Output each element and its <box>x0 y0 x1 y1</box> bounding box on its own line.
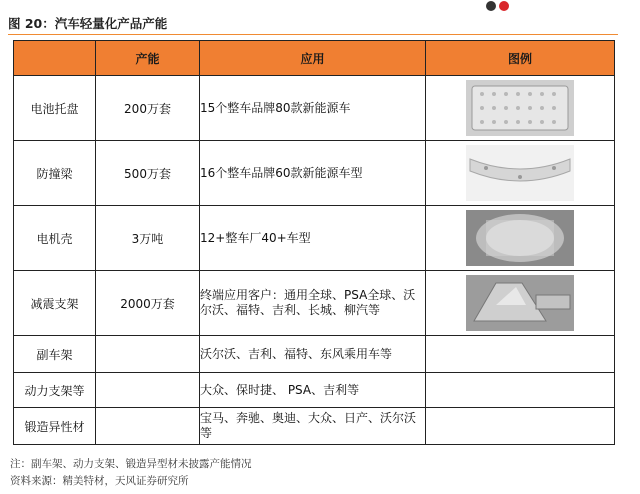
illustration-cell <box>426 76 615 141</box>
capacity-table <box>13 40 615 445</box>
footnotes <box>10 456 252 490</box>
product-capacity: 3万吨 <box>96 206 200 271</box>
illustration-cell <box>426 408 615 445</box>
figure-title: 图 20：汽车轻量化产品产能 <box>8 16 168 31</box>
table-row <box>14 141 615 206</box>
bumper-beam-photo-icon <box>466 145 574 201</box>
product-application: 沃尔沃、吉利、福特、东风乘用车等 <box>200 336 426 373</box>
motor-housing-photo-icon <box>466 210 574 266</box>
header-illustration: 图例 <box>426 41 615 76</box>
table-header-row <box>14 41 615 76</box>
table-row <box>14 206 615 271</box>
product-name: 动力支架等 <box>14 373 96 408</box>
source-text: 资料来源：精美特材，天风证券研究所 <box>10 475 189 487</box>
product-application: 终端应用客户：通用全球、PSA全球、沃尔沃、福特、吉利、长城、柳汽等 <box>200 271 426 336</box>
product-name: 电池托盘 <box>14 76 96 141</box>
table-row <box>14 336 615 373</box>
product-application: 宝马、奔驰、奥迪、大众、日产、沃尔沃等 <box>200 408 426 445</box>
product-name: 副车架 <box>14 336 96 373</box>
title-divider <box>8 34 618 35</box>
product-application: 大众、保时捷、 PSA、吉利等 <box>200 373 426 408</box>
product-application: 15个整车品牌80款新能源车 <box>200 76 426 141</box>
product-capacity: 2000万套 <box>96 271 200 336</box>
illustration-cell <box>426 206 615 271</box>
product-application: 16个整车品牌60款新能源车型 <box>200 141 426 206</box>
header-blank <box>14 41 96 76</box>
table-row <box>14 76 615 141</box>
product-capacity: 500万套 <box>96 141 200 206</box>
product-name: 锻造异性材 <box>14 408 96 445</box>
header-application: 应用 <box>200 41 426 76</box>
product-application: 12+整车厂40+车型 <box>200 206 426 271</box>
shock-bracket-photo-icon <box>466 275 574 331</box>
page-top-bar <box>0 0 640 8</box>
illustration-cell <box>426 336 615 373</box>
table-row <box>14 373 615 408</box>
illustration-cell <box>426 373 615 408</box>
brand-logo-icon <box>486 0 516 6</box>
product-capacity <box>96 408 200 445</box>
header-capacity: 产能 <box>96 41 200 76</box>
product-name: 防撞梁 <box>14 141 96 206</box>
product-capacity <box>96 373 200 408</box>
illustration-cell <box>426 271 615 336</box>
product-capacity: 200万套 <box>96 76 200 141</box>
illustration-cell <box>426 141 615 206</box>
note-text: 注：副车架、动力支架、锻造异型材未披露产能情况 <box>10 458 252 470</box>
battery-tray-photo-icon <box>466 80 574 136</box>
product-name: 减震支架 <box>14 271 96 336</box>
table-row <box>14 408 615 445</box>
product-capacity <box>96 336 200 373</box>
table-row <box>14 271 615 336</box>
product-name: 电机壳 <box>14 206 96 271</box>
